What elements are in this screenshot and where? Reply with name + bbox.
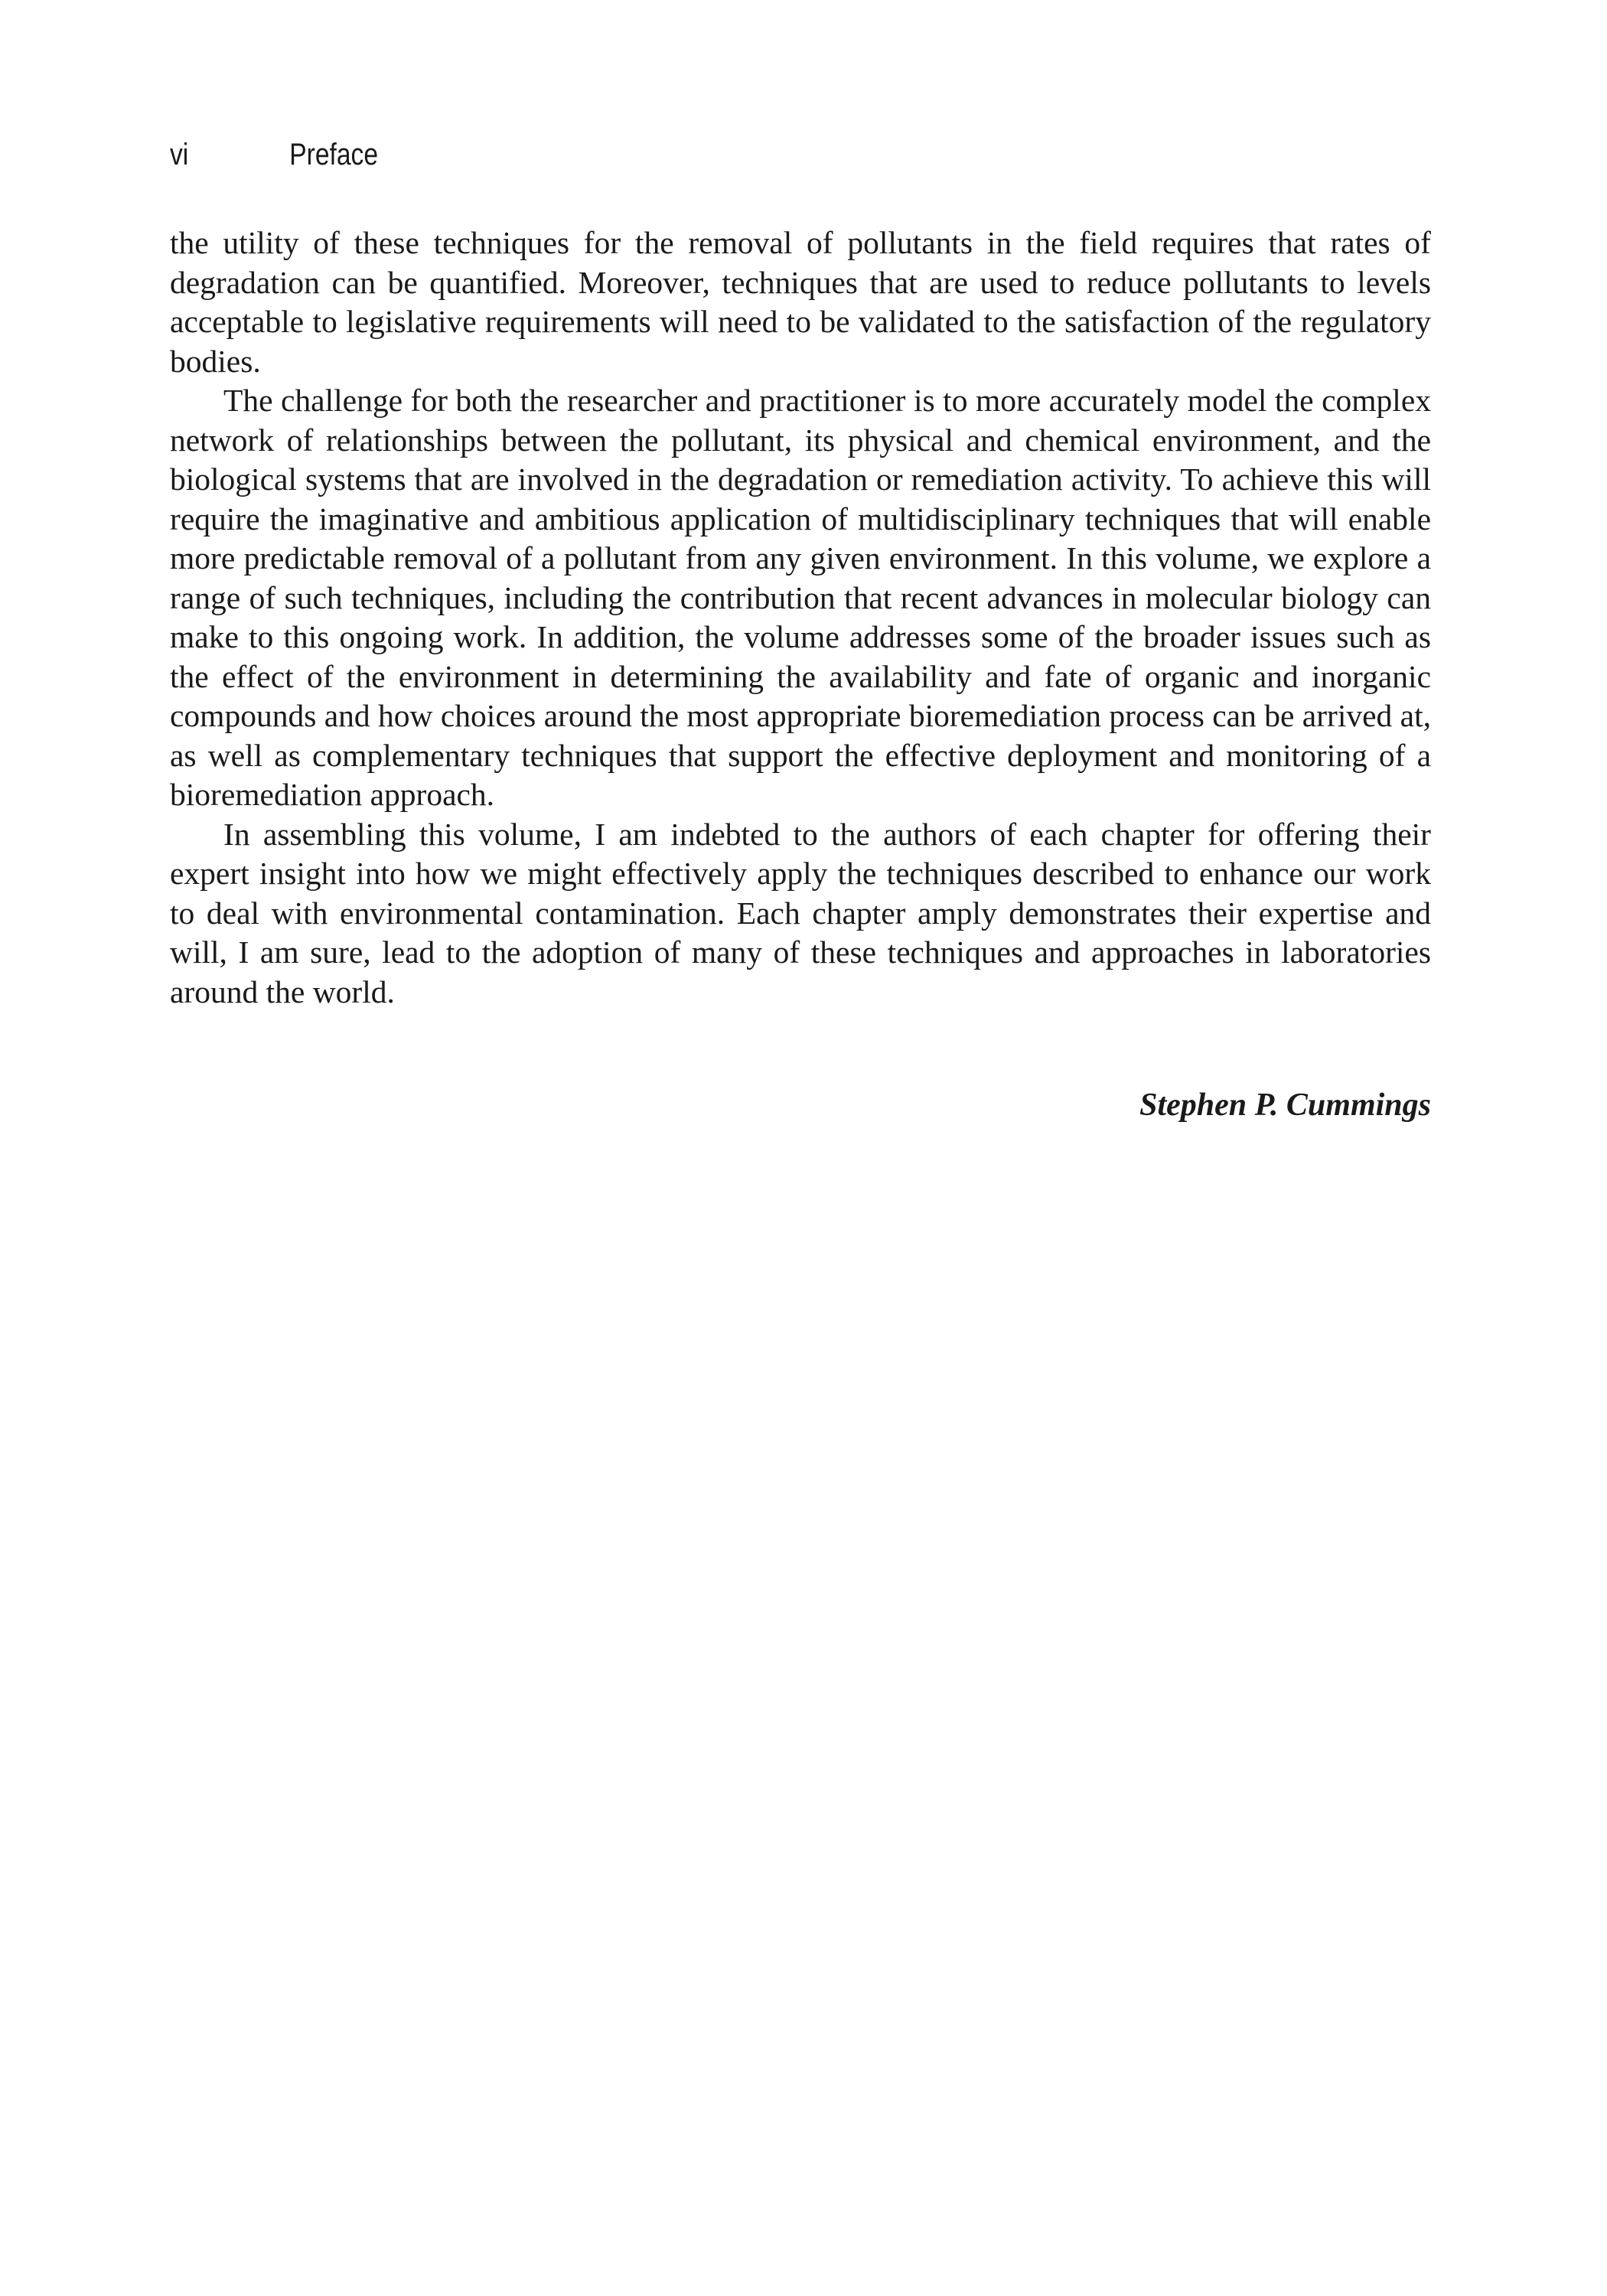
page-number: vi <box>170 138 189 171</box>
preface-body <box>170 223 1431 1012</box>
running-head <box>170 132 378 178</box>
paragraph-continuation: the utility of these techniques for the removal of pollutants in the field requires that rates of degradation can be quantified. Moreover, techniques that are used to reduce pollutants to levels acceptable to legislative requirements will need to be validated to the satisfaction of the regulatory bodies. <box>170 225 1431 379</box>
section-title: Preface <box>289 138 379 171</box>
paragraph-challenge: The challenge for both the researcher and practitioner is to more accurately model the complex network of relationships between the pollutant, its physical and chemical environment, and the biological systems that are involved in the degradation or remediation activity. To achieve this will require the imaginative and ambitious application of multidisciplinary techniques that will enable more predictable removal of a pollutant from any given environment. In this volume, we explore a range of such techniques, including the contribution that recent advances in molecular biology can make to this ongoing work. In addition, the volume addresses some of the broader issues such as the effect of the environment in determining the availability and fate of organic and inorganic compounds and how choices around the most appropriate bioremediation process can be arrived at, as well as complementary techniques that support the effective deployment and monitoring of a bioremediation approach. <box>170 383 1431 812</box>
paragraph-acknowledgements: In assembling this volume, I am indebted to the authors of each chapter for offering their expert insight into how we might effectively apply the techniques described to enhance our work to deal with environmental contamination. Each chapter amply demonstrates their expertise and will, I am sure, lead to the adoption of many of these techniques and approaches in laboratories around the world. <box>170 816 1431 1009</box>
author-signature: Stephen P. Cummings <box>1139 1088 1431 1123</box>
